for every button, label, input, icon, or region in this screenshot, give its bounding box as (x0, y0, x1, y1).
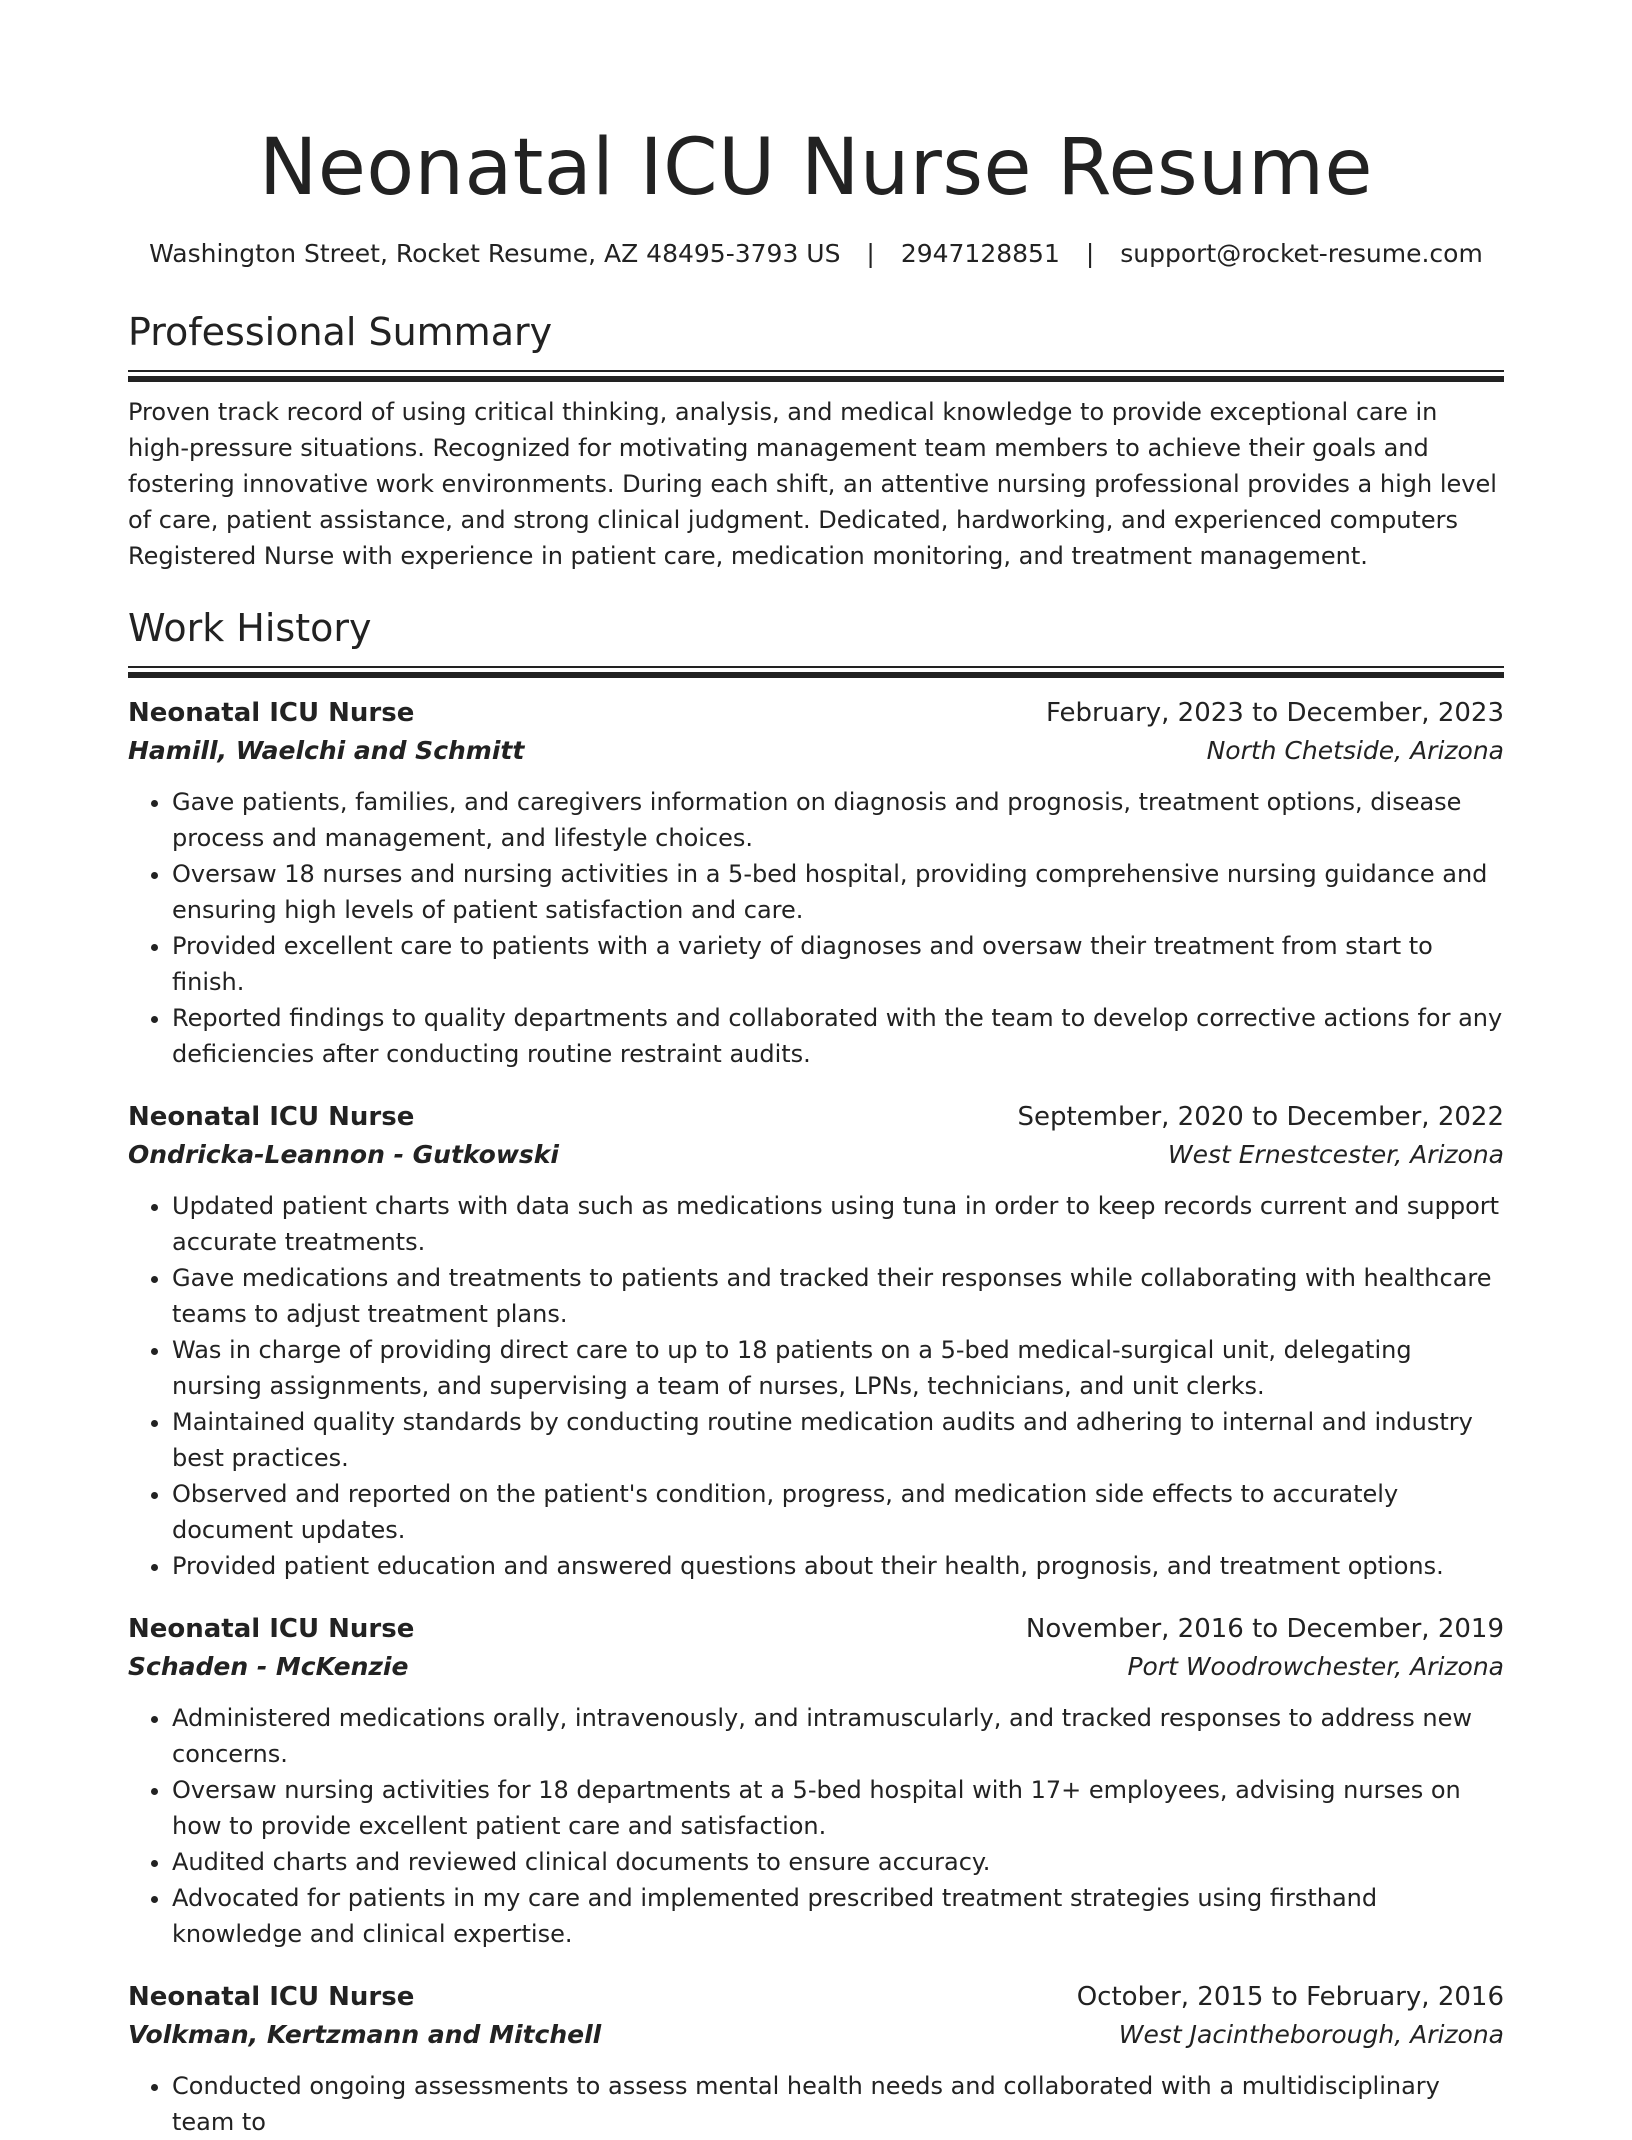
job-bullet-list (128, 784, 1504, 1072)
job-company: Schaden - McKenzie (128, 1652, 409, 1681)
job-title: Neonatal ICU Nurse (128, 698, 415, 728)
job-entry (128, 1978, 1504, 2140)
section-heading-work-history: Work History (128, 606, 372, 650)
job-bullet: • Provided excellent care to patients with a variety of diagnoses and oversaw their treatment from start to finish. (172, 928, 1504, 1000)
job-title: Neonatal ICU Nurse (128, 1102, 415, 1132)
contact-phone: 2947128851 (900, 239, 1060, 268)
contact-line (128, 238, 1504, 270)
job-location: West Jacintheborough, Arizona (1118, 2020, 1504, 2049)
summary-text: Proven track record of using critical thinking, analysis, and medical knowledge to provide exceptional care in high-pressure situations. Recognized for motivating management team members to achieve their goals and fostering innovative work environments. During each shift, an attentive nursing professional provides a high level of care, patient assistance, and strong clinical judgment. Dedicated, hardworking, and experienced computers Registered Nurse with experience in patient care, medication monitoring, and treatment management. (128, 398, 1497, 570)
job-bullet: • Updated patient charts with data such as medications using tuna in order to keep records current and support accurate treatments. (172, 1188, 1504, 1260)
contact-email: support@rocket-resume.com (1120, 239, 1483, 268)
section-divider (128, 666, 1504, 678)
job-location: Port Woodrowchester, Arizona (1127, 1652, 1504, 1681)
job-entry (128, 1610, 1504, 1952)
job-bullet: • Gave patients, families, and caregivers information on diagnosis and prognosis, treatment options, disease process and management, and lifestyle choices. (172, 784, 1504, 856)
job-dates: November, 2016 to December, 2019 (1025, 1614, 1504, 1644)
job-bullet: • Oversaw nursing activities for 18 departments at a 5-bed hospital with 17+ employees, advising nurses on how to provide excellent patient care and satisfaction. (172, 1772, 1504, 1844)
job-dates: October, 2015 to February, 2016 (1076, 1982, 1504, 2012)
contact-separator: | (1085, 239, 1095, 268)
resume-page (128, 0, 1504, 2140)
job-bullet: • Observed and reported on the patient's condition, progress, and medication side effects to accurately document updates. (172, 1476, 1504, 1548)
job-company: Ondricka-Leannon - Gutkowski (128, 1140, 559, 1169)
job-bullet: • Reported findings to quality departments and collaborated with the team to develop corrective actions for any deficiencies after conducting routine restraint audits. (172, 1000, 1504, 1072)
job-company: Volkman, Kertzmann and Mitchell (128, 2020, 602, 2049)
job-location: West Ernestcester, Arizona (1167, 1140, 1504, 1169)
contact-separator: | (866, 239, 875, 268)
work-history-section (128, 604, 1504, 2140)
job-bullet-list (128, 1188, 1504, 1584)
job-bullet: • Conducted ongoing assessments to assess mental health needs and collaborated with a multidisciplinary team to (172, 2068, 1504, 2140)
job-dates: February, 2023 to December, 2023 (1045, 698, 1504, 728)
job-bullet: • Gave medications and treatments to patients and tracked their responses while collaborating with healthcare teams to adjust treatment plans. (172, 1260, 1504, 1332)
job-bullet: • Advocated for patients in my care and implemented prescribed treatment strategies using firsthand knowledge and clinical expertise. (172, 1880, 1504, 1952)
job-bullet: • Was in charge of providing direct care to up to 18 patients on a 5-bed medical-surgical unit, delegating nursing assignments, and supervising a team of nurses, LPNs, technicians, and unit clerks. (172, 1332, 1504, 1404)
job-title: Neonatal ICU Nurse (128, 1982, 415, 2012)
job-title: Neonatal ICU Nurse (128, 1614, 415, 1644)
job-entry (128, 1098, 1504, 1584)
job-bullet: • Audited charts and reviewed clinical documents to ensure accuracy. (172, 1844, 1504, 1880)
resume-title: Neonatal ICU Nurse Resume (259, 123, 1373, 213)
job-bullet-list (128, 2068, 1504, 2140)
professional-summary-section (128, 308, 1504, 574)
section-heading-summary: Professional Summary (128, 310, 553, 354)
job-bullet: • Provided patient education and answered questions about their health, prognosis, and treatment options. (172, 1548, 1504, 1584)
job-location: North Chetside, Arizona (1206, 736, 1504, 765)
job-bullet: • Oversaw 18 nurses and nursing activities in a 5-bed hospital, providing comprehensive nursing guidance and ensuring high levels of patient satisfaction and care. (172, 856, 1504, 928)
job-bullet-list (128, 1700, 1504, 1952)
job-dates: September, 2020 to December, 2022 (1017, 1102, 1504, 1132)
job-bullet: • Maintained quality standards by conducting routine medication audits and adhering to internal and industry best practices. (172, 1404, 1504, 1476)
job-bullet: • Administered medications orally, intravenously, and intramuscularly, and tracked responses to address new concerns. (172, 1700, 1504, 1772)
job-company: Hamill, Waelchi and Schmitt (128, 736, 525, 765)
contact-address: Washington Street, Rocket Resume, AZ 48495-3793 US (149, 239, 841, 268)
job-entry (128, 694, 1504, 1072)
section-divider (128, 370, 1504, 382)
